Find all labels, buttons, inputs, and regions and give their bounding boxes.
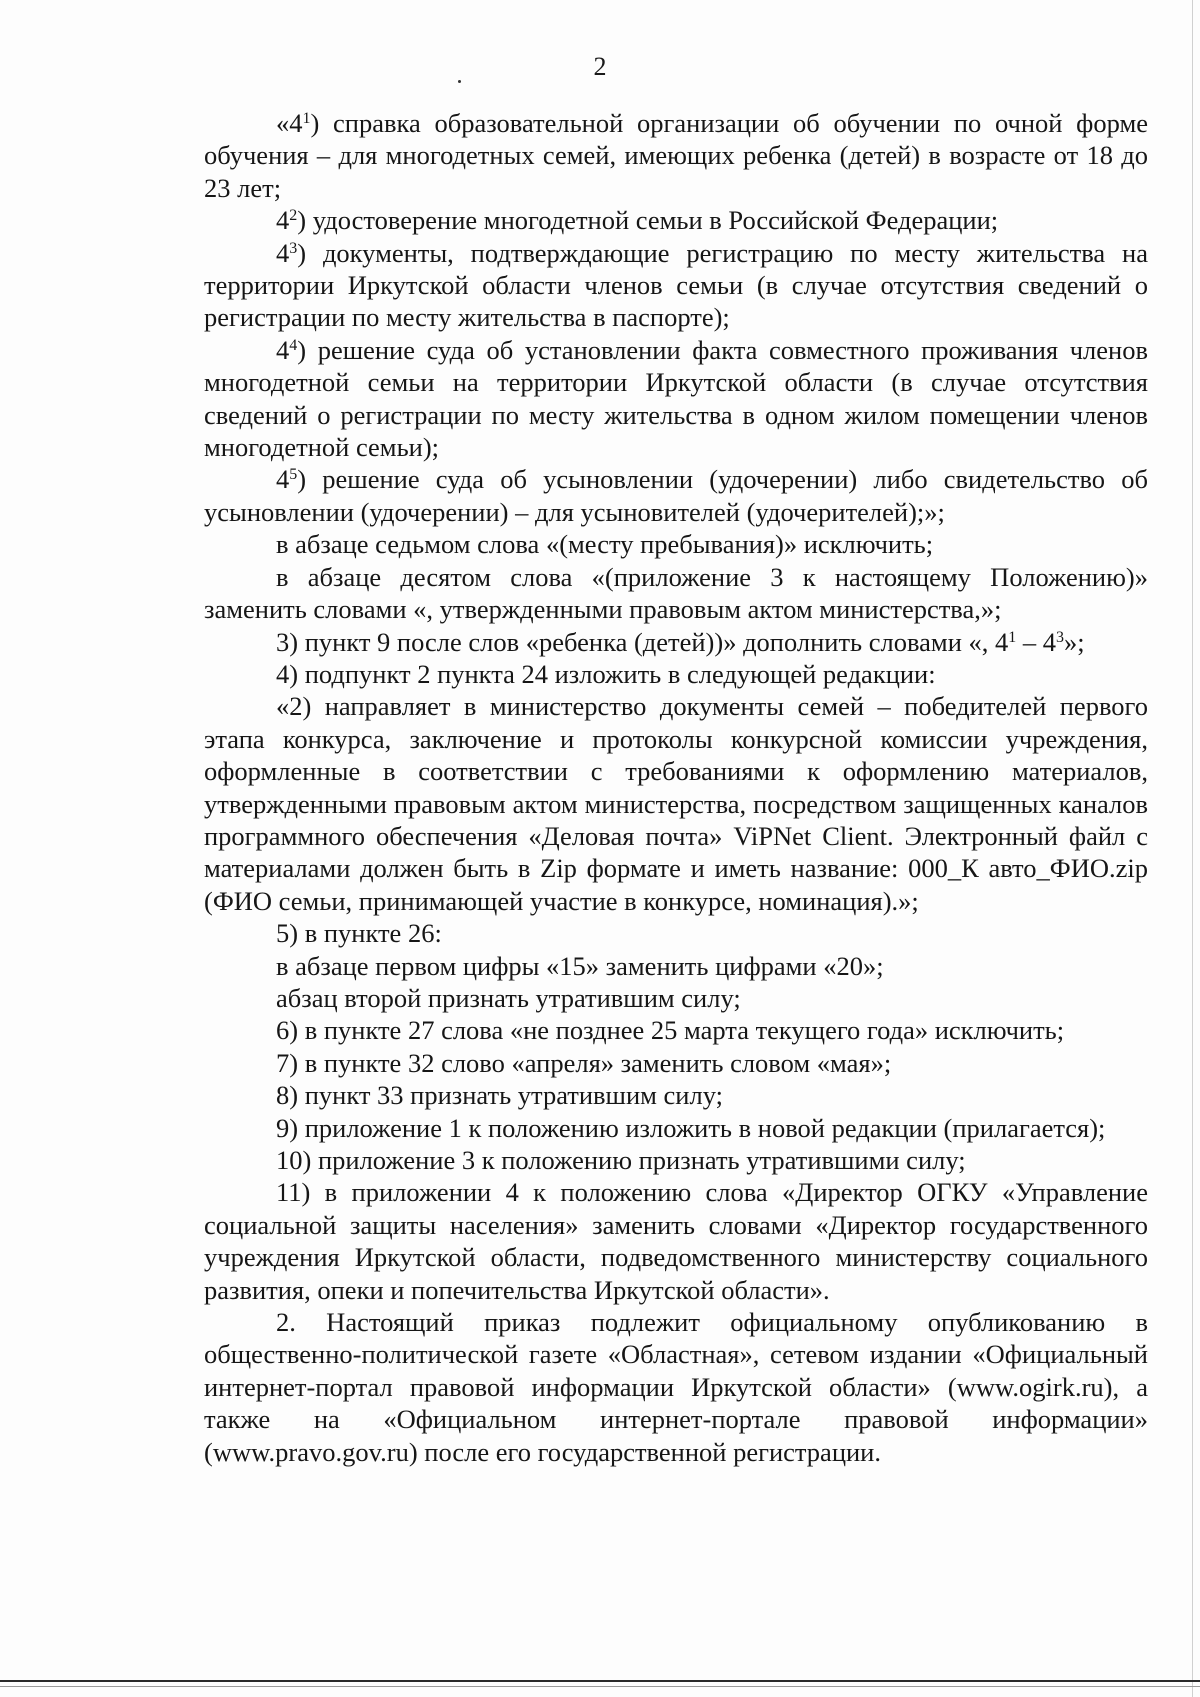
paragraph-11 [204,917,1148,949]
text-run: 3) пункт 9 после слов «ребенка (детей))» дополнить словами «, 4 [276,626,1009,657]
paragraph-2 [204,204,1148,236]
paragraph-13 [204,982,1148,1014]
scan-edge-right [1192,0,1193,1697]
text-run: 5) в пункте 26: [276,918,442,949]
superscript: 2 [289,207,298,225]
text-run: в абзаце первом цифры «15» заменить цифрами «20»; [276,950,884,981]
text-run: 4 [276,205,290,236]
text-run: абзац второй признать утратившим силу; [276,982,741,1013]
text-run: ) справка образовательной организации об обучении по очной форме обучения – для многодетных семей, имеющих ребенка (детей) в возрасте от 18 до 23 лет; [204,108,1148,203]
text-run: ) решение суда об установлении факта совместного проживания членов многодетной семьи на территории Иркутской области (в случае отсутствия сведений о регистрации по месту жительства в одном жилом помещении членов многодетной семьи); [204,334,1148,463]
paragraph-5 [204,463,1148,528]
paragraph-10 [204,690,1148,917]
superscript: 3 [289,239,298,257]
paragraph-9 [204,658,1148,690]
text-run: в абзаце десятом слова «(приложение 3 к настоящему Положению)» заменить словами «, утвержденными правовым актом министерства,»; [204,561,1148,625]
text-run: 4 [276,464,290,495]
text-run: ) решение суда об усыновлении (удочерении) либо свидетельство об усыновлении (удочерении) – для усыновителей (удочерителей);»; [204,464,1148,527]
text-run: ) документы, подтверждающие регистрацию по месту жительства на территории Иркутской области членов семьи (в случае отсутствия сведений о регистрации по месту жительства в паспорте); [204,237,1148,333]
paragraph-6 [204,528,1148,560]
text-run: 2. Настоящий приказ подлежит официальному опубликованию в общественно-политической газете «Областная», сетевом издании «Официальный интернет-портал правовой информации Иркутской области» (www.ogirk.ru), а также на «Официальном интернет-портале правовой информации» (www.pravo.gov.ru) после его государственной регистрации. [204,1307,1148,1467]
document-body [204,107,1148,1468]
paragraph-1 [204,107,1148,204]
text-run: 9) приложение 1 к положению изложить в новой редакции (прилагается); [276,1112,1106,1143]
text-run: – 4 [1016,626,1057,657]
superscript: 3 [1056,628,1065,646]
superscript: 4 [289,337,298,355]
page-number: 2 [593,52,607,81]
text-run: «4 [276,108,303,138]
paragraph-15 [204,1047,1148,1079]
text-run: «2) направляет в министерство документы семей – победителей первого этапа конкурса, заключение и протоколы конкурсной комиссии учреждения, оформленные в соответствии с требованиями к оформлению материалов, утвержденными правовым актом министерства, посредством защищенных каналов программного обеспечения «Деловая почта» ViPNet Client. Электронный файл с материалами должен быть в Zip формате и иметь название: 000_К авто_ФИО.zip (ФИО семьи, принимающей участие в конкурсе, номинация).»; [204,691,1148,916]
text-run: ) удостоверение многодетной семьи в Российской Федерации; [297,205,999,236]
text-run: в абзаце седьмом слова «(месту пребывания)» исключить; [276,529,934,560]
paragraph-16 [204,1079,1148,1111]
text-run: 7) в пункте 32 слово «апреля» заменить словом «мая»; [276,1047,892,1078]
paragraph-14 [204,1014,1148,1046]
text-run: 8) пункт 33 признать утратившим силу; [276,1080,723,1111]
paragraph-8 [204,626,1148,658]
scan-edge-bottom [0,1680,1200,1682]
text-run: 6) в пункте 27 слова «не позднее 25 марта текущего года» исключить; [276,1015,1065,1046]
text-run: 10) приложение 3 к положению признать утратившими силу; [276,1145,966,1175]
text-run: 11) в приложении 4 к положению слова «Директор ОГКУ «Управление социальной защиты населения» заменить словами «Директор государственного учреждения Иркутской области, подведомственного министерству социального развития, опеки и попечительства Иркутской области». [204,1177,1148,1305]
paragraph-7 [204,561,1148,626]
scan-edge-bottom-faint [0,1686,1200,1687]
text-run: 4 [276,237,290,268]
superscript: 5 [289,466,298,484]
text-run: 4) подпункт 2 пункта 24 изложить в следующей редакции: [276,658,936,689]
paragraph-19 [204,1176,1148,1306]
text-run: 4 [276,334,290,365]
paragraph-20 [204,1306,1148,1468]
paragraph-17 [204,1112,1148,1144]
paragraph-3 [204,237,1148,334]
superscript: 1 [1008,628,1017,646]
text-run: »; [1064,626,1085,657]
paragraph-12 [204,950,1148,982]
superscript: 1 [302,110,311,128]
scan-speck [458,80,461,83]
paragraph-4 [204,334,1148,464]
paragraph-18 [204,1144,1148,1176]
